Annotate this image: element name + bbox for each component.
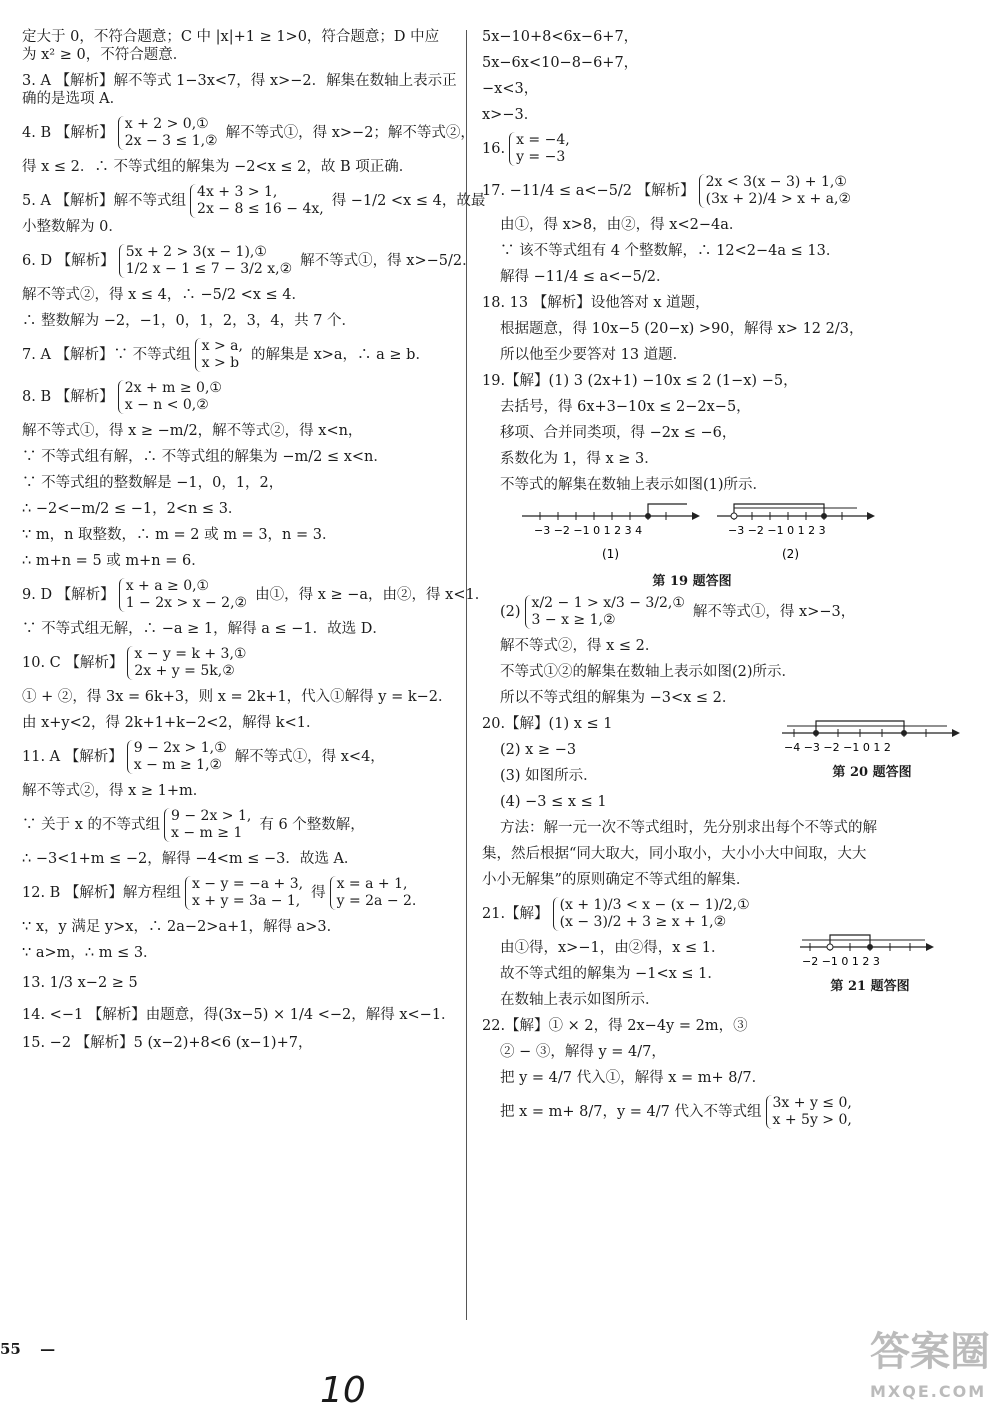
text-line: 由①，得 x>8，由②，得 x<2−4a． (500, 217, 744, 233)
text-line: 去括号，得 6x+3−10x ≤ 2−2x−5， (500, 399, 751, 415)
text-line: 5x−6x<10−8−6+7， (482, 55, 639, 71)
equation-system: x > a, x > b (195, 338, 247, 372)
text-line: 定大于 0，不符合题意；C 中 |x|+1 ≥ 1>0，符合题意；D 中应 (22, 29, 440, 45)
page-footer (0, 1340, 55, 1358)
text-line: 由 x+y<2，得 2k+1+k−2<2，解得 k<1． (22, 715, 321, 731)
left-column (22, 28, 490, 1060)
text-line: 把 x = m+ 8/7，y = 4/7 代入不等式组 3x + y ≤ 0, x + 5y > 0, (482, 1095, 982, 1129)
text-line: ∵ a>m，∴ m ≤ 3． (22, 945, 158, 961)
answer-21: 21.【解】 (x + 1)/3 < x − (x − 1)/2,① (x − 3)/2 + 3 ≥ x + 1,② (482, 897, 982, 931)
text-line: 所以他至少要答对 13 道题． (500, 347, 688, 363)
text-line: 5x−10+8<6x−6+7， (482, 29, 639, 45)
text-line: 集，然后根据“同大取大，同小取小，大小小大中间取，大大 (482, 846, 867, 862)
text-line: ∵ 不等式组的整数解是 −1，0，1，2， (22, 475, 284, 491)
text-line: 解不等式②，得 x ≤ 4，∴ −5/2 <x ≤ 4． (22, 287, 307, 303)
text-line: 在数轴上表示如图所示． (500, 992, 660, 1008)
text-line: 解得 −11/4 ≤ a<−5/2． (500, 269, 671, 285)
text-line: ∵ x，y 满足 y>x，∴ 2a−2>a+1，解得 a>3． (22, 919, 342, 935)
watermark (870, 1329, 990, 1412)
text-line: ∵ 关于 x 的不等式组 9 − 2x > 1, x − m ≥ 1 有 6 个整数解， (22, 808, 365, 841)
svg-text:−3 −2 −1 0 1 2 3 4: −3 −2 −1 0 1 2 3 4 (534, 524, 643, 537)
equation-system: x = −4, y = −3 (509, 132, 574, 166)
text-line: 把 y = 4/7 代入①，解得 x = m+ 8/7． (500, 1070, 767, 1086)
text-line: 根据题意，得 10x−5 (20−x) >90，解得 x> 12 2/3， (500, 321, 864, 337)
answer-7: 7. A 【解析】∵ 不等式组 x > a, x > b 的解集是 x>a，∴ a ≥ b． (22, 338, 430, 371)
answer-21-body (482, 939, 982, 1009)
text-line: 为 x² ≥ 0，不符合题意． (22, 47, 188, 63)
figure-caption: 第 20 题答图 (832, 765, 912, 780)
answer-4: 4. B 【解析】 x + 2 > 0,① 2x − 3 ≤ 1,② 解不等式①，得 x>−2；解不等式②， (22, 116, 475, 149)
answer-9: 9. D 【解析】 x + a ≥ 0,① 1 − 2x > x − 2,② 由①，得 x ≥ −a，由②，得 x<1． (22, 578, 490, 611)
figure-21 (800, 931, 940, 994)
text-line: (2) x ≥ −3 (500, 742, 577, 758)
figure-20 (782, 717, 972, 780)
column-divider (466, 30, 467, 1320)
svg-text:(1): (1) (602, 547, 619, 561)
text-line: 方法：解一元一次不等式组时，先分别求出每个不等式的解 (500, 820, 877, 836)
text-line: 由①得，x>−1，由②得，x ≤ 1． (500, 940, 726, 956)
equation-system: 2x < 3(x − 3) + 1,① (3x + 2)/4 > x + a,② (699, 174, 855, 208)
text-line: x>−3． (482, 107, 539, 123)
equation-system: x/2 − 1 > x/3 − 3/2,① 3 − x ≥ 1,② (525, 595, 689, 629)
equation-system: 9 − 2x > 1,① x − m ≥ 1,② (127, 740, 231, 774)
answer-16: 16. x = −4, y = −3 (482, 132, 982, 166)
answer-8: 8. B 【解析】 2x + m ≥ 0,① x − n < 0,② (22, 380, 458, 414)
answer-11: 11. A 【解析】 9 − 2x > 1,① x − m ≥ 1,② 解不等式①，得 x<4， (22, 740, 385, 773)
svg-text:(2): (2) (782, 547, 799, 561)
text-line: 移项、合并同类项，得 −2x ≤ −6， (500, 425, 737, 441)
number-line-figure (782, 717, 972, 757)
right-column (482, 28, 982, 1137)
text-line: ② − ③，解得 y = 4/7， (500, 1044, 666, 1060)
equation-system: 2x + m ≥ 0,① x − n < 0,② (118, 380, 226, 414)
equation-system: x = a + 1, y = 2a − 2. (330, 876, 421, 910)
text-line: 解不等式②，得 x ≤ 2． (500, 638, 660, 654)
svg-text:−4 −3 −2 −1 0 1 2: −4 −3 −2 −1 0 1 2 (784, 741, 891, 754)
text-line: 20.【解】(1) x ≤ 1 (482, 716, 613, 732)
figure-caption: 第 21 题答图 (830, 979, 910, 994)
text-line: 小小无解集”的原则确定不等式组的解集． (482, 872, 751, 888)
equation-system: x + a ≥ 0,① 1 − 2x > x − 2,② (119, 578, 251, 612)
number-line-figure (482, 502, 982, 566)
answer-13: 13. 1/3 x−2 ≥ 5 (22, 975, 138, 991)
watermark-logo-text: 答案圈 (870, 1329, 990, 1375)
text-line: 故不等式组的解集为 −1<x ≤ 1． (500, 966, 722, 982)
text-line: −x<3， (482, 81, 539, 97)
text-line: 所以不等式组的解集为 −3<x ≤ 2． (500, 690, 737, 706)
text-line: 小整数解为 0． (22, 219, 123, 235)
text-line: 系数化为 1，得 x ≥ 3． (500, 451, 659, 467)
answer-22: 22.【解】① × 2，得 2x−4y = 2m，③ (482, 1018, 748, 1034)
equation-system: 4x + 3 > 1, 2x − 8 ≤ 16 − 4x, (190, 184, 328, 218)
text-line: 确的是选项 A． (22, 91, 125, 107)
answer-10: 10. C 【解析】 x − y = k + 3,① 2x + y = 5k,② (22, 646, 458, 680)
text-line: ∵ 不等式组有解，∴ 不等式组的解集为 −m/2 ≤ x<n． (22, 449, 388, 465)
text-line: ∴ −2<−m/2 ≤ −1，2<n ≤ 3． (22, 501, 243, 517)
equation-system: 5x + 2 > 3(x − 1),① 1/2 x − 1 ≤ 7 − 3/2 x,② (119, 244, 296, 278)
answer-15: 15. −2 【解析】5 (x−2)+8<6 (x−1)+7， (22, 1035, 313, 1051)
equation-system: x − y = −a + 3, x + y = 3a − 1, (185, 876, 307, 910)
answer-14: 14. <−1 【解析】由题意，得(3x−5) × 1/4 <−2，解得 x<−1． (22, 1007, 456, 1023)
svg-text:−2 −1 0 1 2 3: −2 −1 0 1 2 3 (802, 955, 880, 968)
answer-3: 3. A 【解析】解不等式 1−3x<7，得 x>−2．解集在数轴上表示正 (22, 73, 457, 89)
text-line: (3) 如图所示． (500, 768, 598, 784)
answer-12: 12. B 【解析】解方程组 x − y = −a + 3, x + y = 3a − 1, 得 x = a + 1, y = 2a − 2. (22, 876, 458, 910)
answer-19-part-2: (2) x/2 − 1 > x/3 − 3/2,① 3 − x ≥ 1,② 解不等式①，得 x>−3， (500, 595, 856, 628)
svg-text:−3 −2 −1 0 1 2 3: −3 −2 −1 0 1 2 3 (728, 524, 826, 537)
answer-6: 6. D 【解析】 5x + 2 > 3(x − 1),① 1/2 x − 1 ≤ 7 − 3/2 x,② 解不等式①，得 x>−5/2． (22, 244, 477, 277)
equation-system: x + 2 > 0,① 2x − 3 ≤ 1,② (118, 116, 222, 150)
text-line: (4) −3 ≤ x ≤ 1 (500, 794, 607, 810)
text-line: ∵ 该不等式组有 4 个整数解，∴ 12<2−4a ≤ 13． (500, 243, 841, 259)
text-line: 解不等式②，得 x ≥ 1+m． (22, 783, 208, 799)
text-line: 解不等式①，得 x ≥ −m/2，解不等式②，得 x<n， (22, 423, 363, 439)
text-line: ∵ 不等式组无解，∴ −a ≥ 1，解得 a ≤ −1．故选 D． (22, 621, 387, 637)
footer-dash: — (40, 1340, 56, 1358)
answer-18: 18. 13 【解析】设他答对 x 道题， (482, 295, 710, 311)
text-line: 不等式①②的解集在数轴上表示如图(2)所示． (500, 664, 797, 680)
text-line: ∵ m，n 取整数，∴ m = 2 或 m = 3，n = 3． (22, 527, 337, 543)
equation-system: x − y = k + 3,① 2x + y = 5k,② (127, 646, 250, 680)
text-line: ① + ②，得 3x = 6k+3，则 x = 2k+1，代入①解得 y = k−2． (22, 689, 453, 705)
text-line: ∴ m+n = 5 或 m+n = 6． (22, 553, 206, 569)
text-line: ∴ −3<1+m ≤ −2，解得 −4<m ≤ −3．故选 A． (22, 851, 359, 867)
equation-system: 9 − 2x > 1, x − m ≥ 1 (164, 808, 255, 842)
page-number: 55 (0, 1340, 21, 1358)
answer-5: 5. A 【解析】解不等式组 4x + 3 > 1, 2x − 8 ≤ 16 − 4x, 得 −1/2 <x ≤ 4，故最 (22, 184, 486, 217)
watermark-url: MXQE.COM (870, 1382, 987, 1401)
text-line: 得 x ≤ 2．∴ 不等式组的解集为 −2<x ≤ 2，故 B 项正确． (22, 159, 414, 175)
number-line-figure (800, 931, 940, 971)
figure-19 (482, 502, 982, 589)
equation-system: (x + 1)/3 < x − (x − 1)/2,① (x − 3)/2 + 3 ≥ x + 1,② (553, 897, 754, 931)
answer-20 (482, 715, 982, 811)
handwritten-mark: 10 (320, 1370, 366, 1411)
answer-17: 17. −11/4 ≤ a<−5/2 【解析】 2x < 3(x − 3) + 1,① (3x + 2)/4 > x + a,② (482, 174, 982, 208)
equation-system: 3x + y ≤ 0, x + 5y > 0, (766, 1095, 856, 1129)
text-line: 不等式的解集在数轴上表示如图(1)所示． (500, 477, 768, 493)
figure-caption: 第 19 题答图 (652, 574, 732, 589)
text-line: ∴ 整数解为 −2，−1，0，1，2，3，4，共 7 个． (22, 313, 357, 329)
answer-19: 19.【解】(1) 3 (2x+1) −10x ≤ 2 (1−x) −5， (482, 373, 798, 389)
